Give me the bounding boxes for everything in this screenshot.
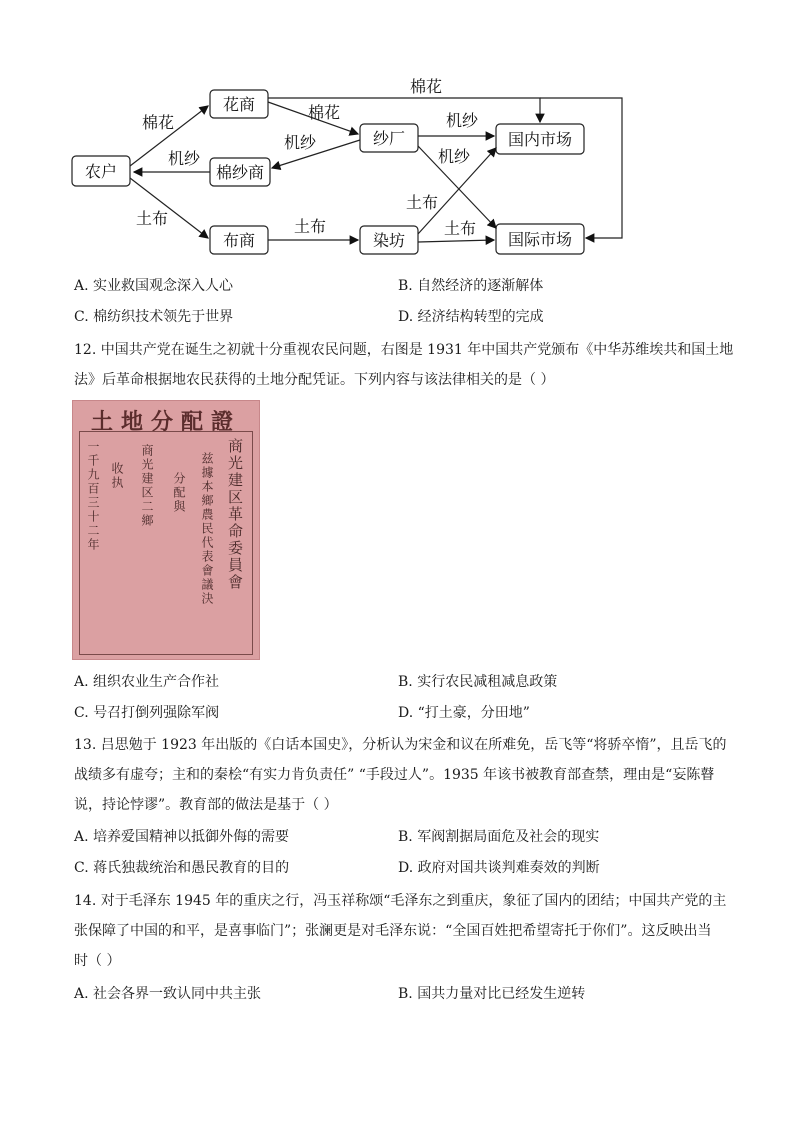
q14-stem-line-3: 时（ ） (74, 953, 121, 969)
node-intl-market: 国际市场 (507, 230, 573, 249)
q13-stem-line-1: 13. 吕思勉于 1923 年出版的《白话本国史》，分析认为宋金和议在所难免，岳飞等“将骄卒惰”，且岳飞的 (74, 737, 727, 753)
edge-farmer-cloth-merchant (130, 178, 208, 238)
edge-label-yarn-3: 机纱 (446, 111, 479, 130)
q14-option-b[interactable]: B. 国共力量对比已经发生逆转 (398, 986, 586, 1002)
node-cotton-merchant: 花商 (222, 95, 256, 114)
edge-label-cotton-2: 棉花 (410, 77, 443, 96)
q13-stem-line-2: 战绩多有虚夸；主和的秦桧“有实力肯负责任” “手段过人”。1935 年该书被教育部查禁，理由是“妄陈瞽 (74, 767, 715, 783)
certificate-frame (79, 431, 253, 655)
diagram-svg (60, 70, 660, 270)
node-yarn-merchant: 棉纱商 (215, 163, 265, 182)
q13-option-a[interactable]: A. 培养爱国精神以抵御外侮的需要 (74, 829, 290, 845)
q12-option-d[interactable]: D. “打土豪，分田地” (398, 705, 530, 721)
q11-option-c[interactable]: C. 棉纺织技术领先于世界 (74, 309, 234, 325)
edge-label-cloth-2: 土布 (294, 217, 327, 236)
q11-option-d[interactable]: D. 经济结构转型的完成 (398, 309, 544, 325)
land-certificate-image (72, 400, 260, 660)
q11-option-a[interactable]: A. 实业救国观念深入人心 (74, 278, 234, 294)
edge-label-cotton-3: 棉花 (308, 103, 341, 122)
node-domestic-market: 国内市场 (507, 130, 573, 149)
edge-dyehouse-intl (418, 240, 494, 242)
q13-stem-line-3: 说，持论悖谬”。教育部的做法是基于（ ） (74, 797, 338, 813)
edge-label-cotton-1: 棉花 (142, 113, 175, 132)
q13-option-c[interactable]: C. 蒋氏独裁统治和愚民教育的目的 (74, 860, 290, 876)
node-cloth-merchant: 布商 (222, 231, 256, 250)
q14-stem-line-2: 张保障了中国的和平，是喜事临门”；张澜更是对毛泽东说：“全国百姓把希望寄托于你们”。这反映出当 (74, 923, 712, 939)
q12-stem-line-1: 12. 中国共产党在诞生之初就十分重视农民问题，右图是 1931 年中国共产党颁布《中华苏维埃共和国土地 (74, 342, 734, 358)
edge-label-yarn-4: 机纱 (438, 147, 471, 166)
certificate-col-3: 分配與 (172, 472, 186, 514)
q12-stem-line-2: 法》后革命根据地农民获得的土地分配凭证。下列内容与该法律相关的是（ ） (74, 372, 555, 388)
q14-stem-line-1: 14. 对于毛泽东 1945 年的重庆之行，冯玉祥称颂“毛泽东之到重庆，象征了国内的团结；中国共产党的主 (74, 893, 727, 909)
edge-label-yarn-2: 机纱 (284, 133, 317, 152)
certificate-col-4: 商光建区二鄉 (140, 444, 154, 528)
node-mill: 纱厂 (372, 129, 406, 148)
certificate-col-1: 商光建区革命委員會 (226, 438, 244, 591)
q12-option-c[interactable]: C. 号召打倒列强除军阀 (74, 705, 220, 721)
q13-option-d[interactable]: D. 政府对国共谈判难奏效的判断 (398, 860, 600, 876)
q12-option-a[interactable]: A. 组织农业生产合作社 (74, 674, 220, 690)
q13-option-b[interactable]: B. 军阀割据局面危及社会的现实 (398, 829, 600, 845)
cotton-trade-diagram (60, 70, 660, 270)
node-farmer: 农户 (84, 162, 118, 181)
edge-label-yarn-1: 机纱 (168, 149, 201, 168)
certificate-col-2: 兹據本鄉農民代表會議決 (200, 452, 214, 606)
edge-label-cloth-3: 土布 (406, 193, 439, 212)
q11-option-b[interactable]: B. 自然经济的逐渐解体 (398, 278, 544, 294)
q14-option-a[interactable]: A. 社会各界一致认同中共主张 (74, 986, 262, 1002)
q12-option-b[interactable]: B. 实行农民减租减息政策 (398, 674, 558, 690)
edge-label-cloth-4: 土布 (444, 219, 477, 238)
edge-loop-intl (540, 98, 622, 238)
certificate-col-5: 一千九百三十二年 (86, 440, 100, 552)
certificate-title: 土地分配證 (90, 409, 241, 435)
node-dyehouse: 染坊 (372, 231, 406, 250)
edge-label-cloth-1: 土布 (136, 209, 169, 228)
certificate-col-6: 收执 (110, 462, 124, 490)
